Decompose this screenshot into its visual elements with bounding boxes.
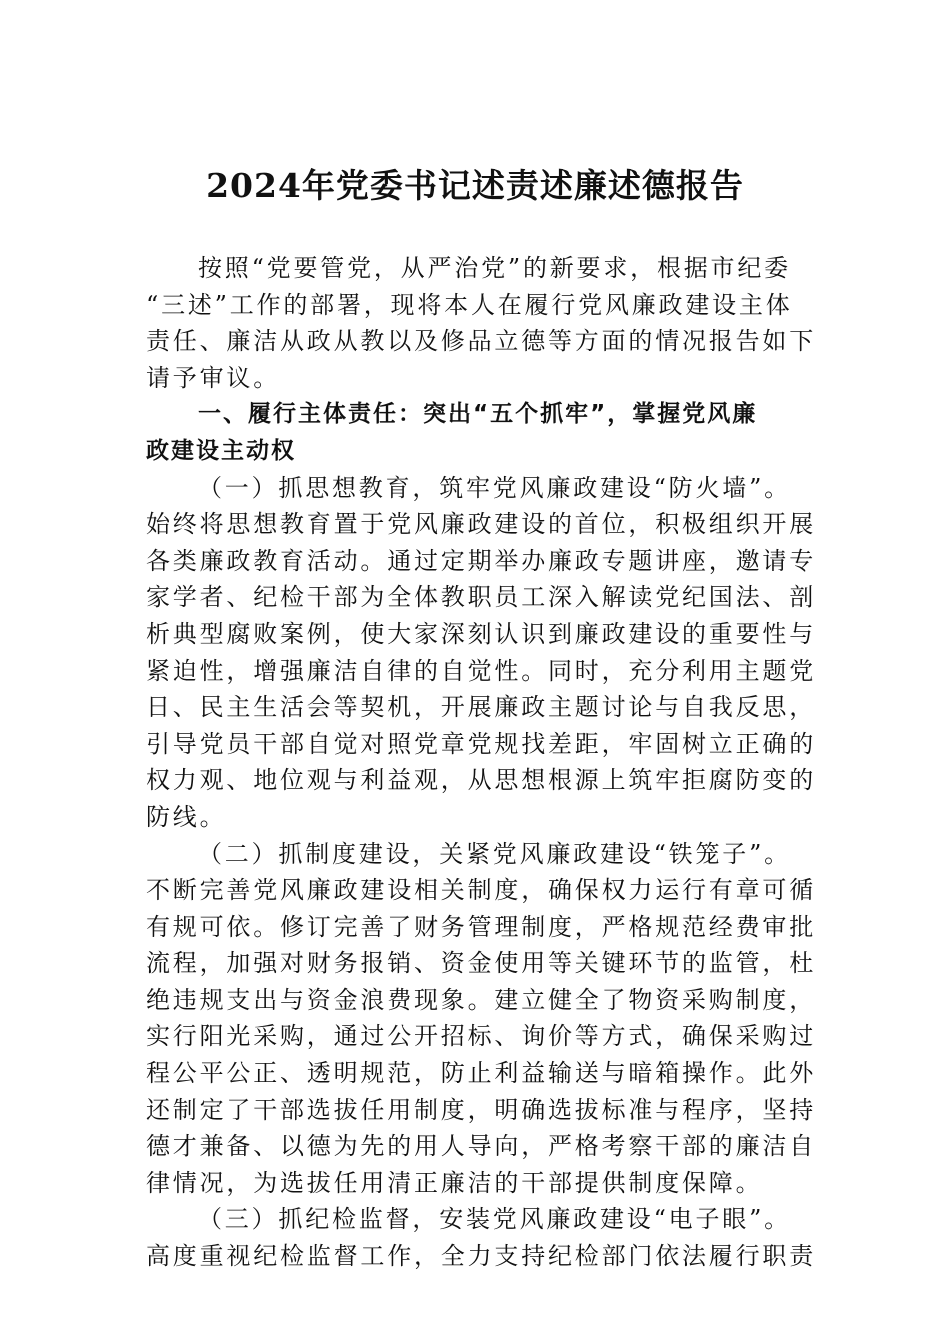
paragraph-line: “三述”工作的部署，现将本人在履行党风廉政建设主体 — [146, 290, 793, 319]
paragraph-line: 按照“党要管党，从严治党”的新要求，根据市纪委 — [198, 254, 791, 282]
paragraph-line: 律情况，为选拔任用清正廉洁的干部提供制度保障。 — [146, 1168, 763, 1197]
document-title: 2024年党委书记述责述廉述德报告 — [206, 166, 744, 205]
paragraph-line: 还制定了干部选拔任用制度，明确选拔标准与程序，坚持 — [146, 1095, 816, 1124]
paragraph-line: 日、民主生活会等契机，开展廉政主题讨论与自我反思， — [146, 693, 816, 722]
paragraph-line: 程公平公正、透明规范，防止利益输送与暗箱操作。此外 — [146, 1059, 816, 1088]
paragraph-line: 实行阳光采购，通过公开招标、询价等方式，确保采购过 — [146, 1022, 816, 1051]
paragraph-line: 引导党员干部自觉对照党章党规找差距，牢固树立正确的 — [146, 729, 816, 758]
paragraph-line: 紧迫性，增强廉洁自律的自觉性。同时，充分利用主题党 — [146, 656, 816, 685]
subsection-heading: （三）抓纪检监督，安装党风廉政建设“电子眼”。 — [198, 1205, 791, 1234]
paragraph-line: 请予审议。 — [146, 363, 280, 392]
paragraph-line: 责任、廉洁从政从教以及修品立德等方面的情况报告如下 — [146, 327, 816, 356]
document-body — [146, 250, 816, 1275]
paragraph-line: 高度重视纪检监督工作，全力支持纪检部门依法履行职责 — [146, 1242, 816, 1271]
section-heading: 一、履行主体责任：突出“五个抓牢”，掌握党风廉 — [198, 401, 758, 428]
paragraph-line: 防线。 — [146, 802, 227, 831]
paragraph-line: 不断完善党风廉政建设相关制度，确保权力运行有章可循 — [146, 876, 816, 905]
paragraph-line: 德才兼备、以德为先的用人导向，严格考察干部的廉洁自 — [146, 1132, 816, 1161]
paragraph-line: 权力观、地位观与利益观，从思想根源上筑牢拒腐防变的 — [146, 766, 816, 795]
paragraph-line: 各类廉政教育活动。通过定期举办廉政专题讲座，邀请专 — [146, 546, 816, 575]
paragraph-line: 绝违规支出与资金浪费现象。建立健全了物资采购制度， — [146, 985, 816, 1014]
section-heading: 政建设主动权 — [146, 437, 296, 464]
subsection-heading: （二）抓制度建设，关紧党风廉政建设“铁笼子”。 — [198, 839, 791, 868]
paragraph-line: 流程，加强对财务报销、资金使用等关键环节的监管，杜 — [146, 949, 816, 978]
paragraph-line: 有规可依。修订完善了财务管理制度，严格规范经费审批 — [146, 912, 816, 941]
paragraph-line: 始终将思想教育置于党风廉政建设的首位，积极组织开展 — [146, 510, 816, 539]
subsection-heading: （一）抓思想教育，筑牢党风廉政建设“防火墙”。 — [198, 473, 791, 502]
paragraph-line: 家学者、纪检干部为全体教职员工深入解读党纪国法、剖 — [146, 583, 816, 612]
paragraph-line: 析典型腐败案例，使大家深刻认识到廉政建设的重要性与 — [146, 619, 816, 648]
